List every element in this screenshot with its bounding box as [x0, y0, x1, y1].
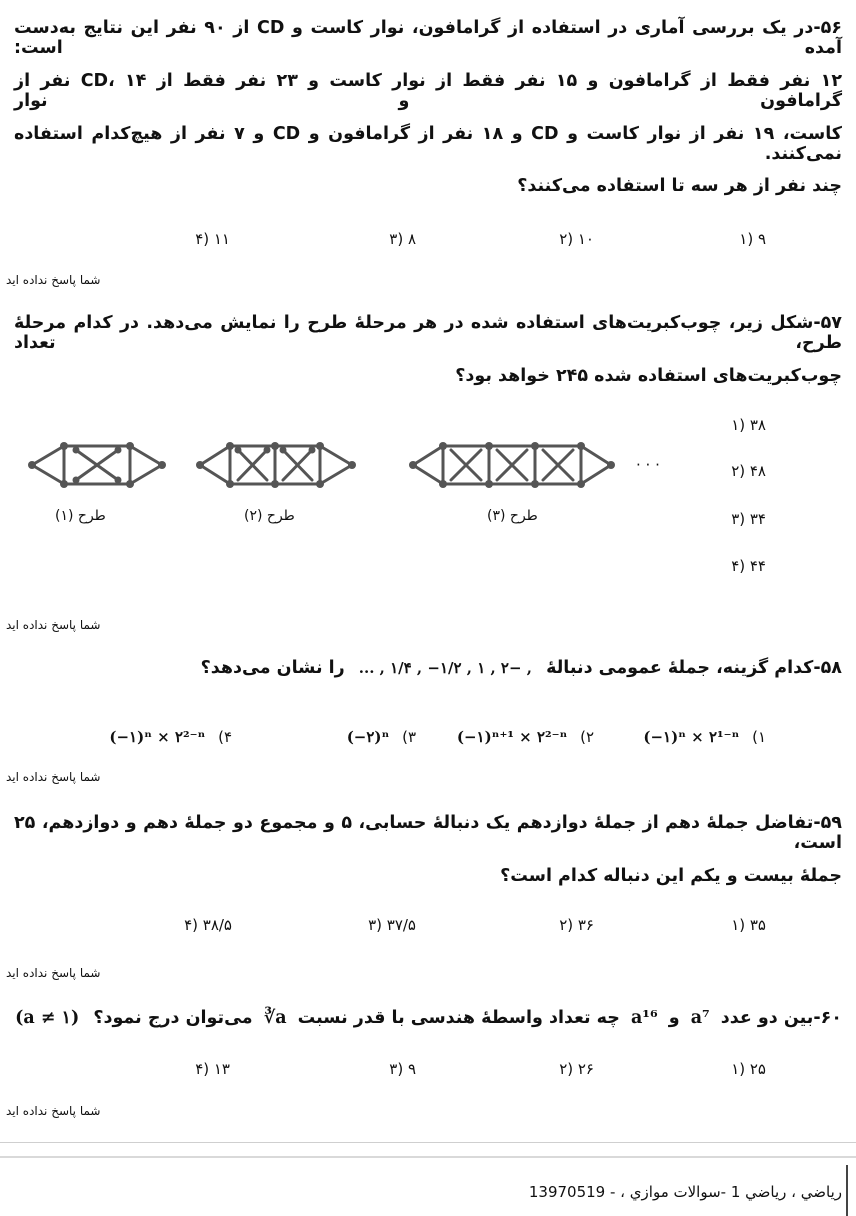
q60-radical: ∛a	[263, 1008, 287, 1028]
stage-2-figure	[196, 438, 366, 498]
q60-part-1: ۶۰-بین دو عدد	[720, 1008, 842, 1028]
stage-3-label: طرح (۳)	[487, 508, 538, 524]
q60-exponent-2: a¹⁶	[630, 1008, 658, 1028]
q56-option-2[interactable]: ۱۰ (۲	[559, 230, 594, 248]
q56-option-3[interactable]: ۸ (۳	[389, 230, 416, 248]
footer-divider-top	[0, 1142, 856, 1143]
q58-option-4[interactable]	[109, 728, 232, 746]
q58-suffix: را نشان می‌دهد؟	[200, 658, 345, 678]
stage-2-label: طرح (۲)	[244, 508, 295, 524]
footer-source-text: رياضي ، رياضي 1 -سوالات موازي ، - 13970519	[528, 1183, 842, 1201]
q58-option-1[interactable]	[643, 728, 766, 746]
stage-1-label: طرح (۱)	[55, 508, 106, 524]
q58-prefix: ۵۸-کدام گزینه، جملهٔ عمومی دنبالهٔ	[546, 658, 842, 678]
stage-3-figure	[409, 438, 629, 498]
footer-divider-bottom	[0, 1156, 856, 1158]
q59-option-1[interactable]: ۳۵ (۱	[731, 916, 766, 934]
q57-status-note: شما پاسخ نداده اید	[6, 618, 101, 632]
stage-ellipsis: · · ·	[636, 456, 660, 474]
question-59-line-1: ۵۹-تفاضل جملهٔ دهم از جملهٔ دوازدهم یک دنبالهٔ حسابی، ۵ و مجموع دو جملهٔ دهم و دوازدهم، ۲۵ است،	[14, 813, 842, 853]
q58-option-3-expr: (−۲)ⁿ	[346, 728, 390, 746]
q56-option-1[interactable]: ۹ (۱	[739, 230, 766, 248]
q58-status-note: شما پاسخ نداده اید	[6, 770, 101, 784]
question-56-line-3: کاست، ۱۹ نفر از نوار کاست و CD و ۱۸ نفر از گرامافون و CD و ۷ نفر از هیچ‌کدام استفاده نمی‌کنند.	[14, 124, 842, 164]
q59-option-4[interactable]: ۳۸/۵ (۴	[184, 916, 232, 934]
q58-option-3[interactable]	[347, 728, 416, 746]
q60-part-4: می‌توان درج نمود؟	[93, 1008, 253, 1028]
q58-option-2-number: ۲)	[580, 728, 594, 746]
q58-option-4-expr: (−۱)ⁿ × ۲²⁻ⁿ	[109, 728, 206, 746]
q60-status-note: شما پاسخ نداده اید	[6, 1104, 101, 1118]
q59-option-2[interactable]: ۳۶ (۲	[559, 916, 594, 934]
q58-option-2[interactable]	[457, 728, 594, 746]
question-56-line-2: ۱۲ نفر فقط از گرامافون و ۱۵ نفر فقط از نوار کاست و ۲۳ نفر فقط از CD، ۱۴ نفر از گرامافون و نوار	[14, 71, 843, 111]
q60-exponent-1: a⁷	[690, 1008, 710, 1028]
q60-condition: (a ≠ ۱)	[15, 1008, 80, 1028]
q57-option-3[interactable]: ۳۴ (۳	[731, 510, 766, 528]
question-59-line-2: جملهٔ بیست و یکم این دنباله کدام است؟	[500, 866, 842, 886]
footer-accent-bar	[846, 1165, 848, 1216]
q59-option-3[interactable]: ۳۷/۵ (۳	[368, 916, 416, 934]
q58-option-4-number: ۴)	[218, 728, 232, 746]
q58-option-2-expr: (−۱)ⁿ⁺¹ × ۲²⁻ⁿ	[456, 728, 568, 746]
question-56-line-4: چند نفر از هر سه تا استفاده می‌کنند؟	[517, 176, 842, 196]
q60-option-4[interactable]: ۱۳ (۴	[195, 1060, 230, 1078]
q60-part-2: و	[668, 1008, 680, 1028]
q58-option-1-expr: (−۱)ⁿ × ۲¹⁻ⁿ	[643, 728, 740, 746]
q56-status-note: شما پاسخ نداده اید	[6, 273, 101, 287]
stage-1-figure	[28, 438, 168, 498]
q60-option-3[interactable]: ۹ (۳	[389, 1060, 416, 1078]
q60-option-2[interactable]: ۲۶ (۲	[559, 1060, 594, 1078]
q58-option-3-number: ۳)	[402, 728, 416, 746]
q57-option-4[interactable]: ۴۴ (۴	[731, 557, 766, 575]
q59-status-note: شما پاسخ نداده اید	[6, 966, 101, 980]
q57-option-2[interactable]: ۴۸ (۲	[731, 462, 766, 480]
question-57-line-1: ۵۷-شکل زیر، چوب‌کبریت‌های استفاده شده در هر مرحلهٔ طرح را نمایش می‌دهد. در کدام مرحلهٔ طرح، تعداد	[14, 313, 842, 353]
q58-sequence: ... , ۱/۴ , −۱/۲ , ۱ , ۲− ,	[358, 659, 532, 677]
question-56-line-1: ۵۶-در یک بررسی آماری در استفاده از گرامافون، نوار کاست و CD از ۹۰ نفر این نتایج به‌دست آمده است:	[14, 18, 842, 58]
q58-option-1-number: ۱)	[752, 728, 766, 746]
question-57-line-2: چوب‌کبریت‌های استفاده شده ۲۴۵ خواهد بود؟	[455, 366, 842, 386]
q56-option-4[interactable]: ۱۱ (۴	[195, 230, 230, 248]
q57-option-1[interactable]: ۳۸ (۱	[731, 416, 766, 434]
q60-option-1[interactable]: ۲۵ (۱	[731, 1060, 766, 1078]
q60-part-3: چه تعداد واسطهٔ هندسی با قدر نسبت	[297, 1008, 620, 1028]
